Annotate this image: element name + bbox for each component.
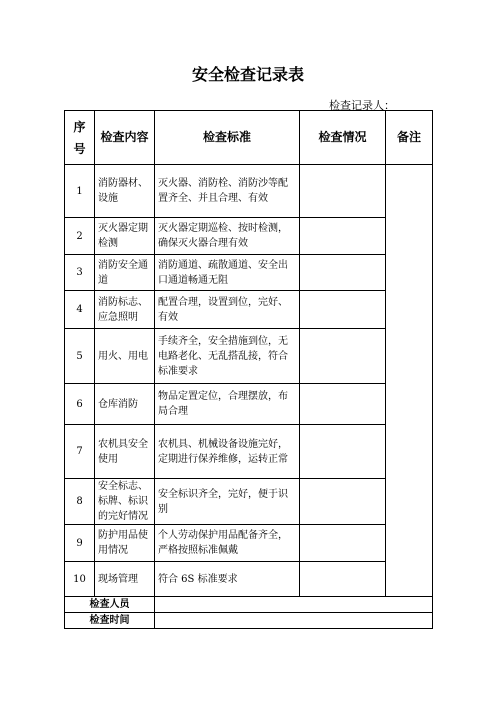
table-row xyxy=(65,479,433,525)
header-standard: 检查标准 xyxy=(155,111,300,165)
table-row xyxy=(65,329,433,384)
table-row xyxy=(65,562,433,597)
page-title: 安全检查记录表 xyxy=(191,65,304,84)
row-number: 4 xyxy=(65,291,95,329)
header-note: 备注 xyxy=(386,111,433,165)
row-content: 农机具安全使用 xyxy=(95,425,155,479)
row-status-cell[interactable] xyxy=(300,562,386,597)
row-standard: 农机具、机械设备设施完好，定期进行保养维修，运转正常 xyxy=(155,425,300,479)
table-row xyxy=(65,425,433,479)
row-content: 消防标志、应急照明 xyxy=(95,291,155,329)
row-status-cell[interactable] xyxy=(300,425,386,479)
row-standard: 手续齐全，安全措施到位，无电路老化、无乱搭乱接，符合标准要求 xyxy=(155,329,300,384)
header-seq-bottom: 号 xyxy=(73,141,86,156)
row-status-cell[interactable] xyxy=(300,525,386,562)
row-number: 8 xyxy=(65,479,95,525)
inspector-field[interactable] xyxy=(155,597,433,613)
table-row xyxy=(65,255,433,291)
row-standard: 灭火器、消防栓、消防沙等配置齐全、并且合理、有效 xyxy=(155,165,300,218)
header-row xyxy=(65,111,433,165)
header-seq xyxy=(65,111,95,165)
recorder-label: 检查记录人： xyxy=(329,99,395,112)
row-content: 消防安全通道 xyxy=(95,255,155,291)
row-number: 6 xyxy=(65,384,95,425)
row-status-cell[interactable] xyxy=(300,218,386,255)
row-status-cell[interactable] xyxy=(300,165,386,218)
table-row xyxy=(65,165,433,218)
row-standard: 配置合理，设置到位，完好、有效 xyxy=(155,291,300,329)
row-content: 灭火器定期检测 xyxy=(95,218,155,255)
row-status-cell[interactable] xyxy=(300,384,386,425)
row-standard: 灭火器定期巡检、按时检测，确保灭火器合理有效 xyxy=(155,218,300,255)
row-standard: 个人劳动保护用品配备齐全，严格按照标准佩戴 xyxy=(155,525,300,562)
row-content: 防护用品使用情况 xyxy=(95,525,155,562)
row-content: 现场管理 xyxy=(95,562,155,597)
row-number: 5 xyxy=(65,329,95,384)
table-row xyxy=(65,291,433,329)
note-cell[interactable] xyxy=(386,165,433,597)
time-row xyxy=(65,613,433,629)
inspector-label: 检查人员 xyxy=(65,597,155,613)
header-content: 检查内容 xyxy=(95,111,155,165)
time-field[interactable] xyxy=(155,613,433,629)
time-label: 检查时间 xyxy=(65,613,155,629)
row-number: 2 xyxy=(65,218,95,255)
row-content: 仓库消防 xyxy=(95,384,155,425)
row-status-cell[interactable] xyxy=(300,329,386,384)
header-status: 检查情况 xyxy=(300,111,386,165)
row-status-cell[interactable] xyxy=(300,291,386,329)
row-content: 消防器材、设施 xyxy=(95,165,155,218)
row-number: 3 xyxy=(65,255,95,291)
row-standard: 消防通道、疏散通道、安全出口通道畅通无阻 xyxy=(155,255,300,291)
row-number: 10 xyxy=(65,562,95,597)
table-row xyxy=(65,384,433,425)
row-number: 9 xyxy=(65,525,95,562)
row-content: 用火、用电 xyxy=(95,329,155,384)
row-status-cell[interactable] xyxy=(300,479,386,525)
table-row xyxy=(65,218,433,255)
row-content: 安全标志、标牌、标识的完好情况 xyxy=(95,479,155,525)
inspection-table xyxy=(64,110,433,629)
row-standard: 符合 6S 标准要求 xyxy=(155,562,300,597)
row-status-cell[interactable] xyxy=(300,255,386,291)
row-number: 1 xyxy=(65,165,95,218)
row-standard: 物品定置定位，合理摆放，布局合理 xyxy=(155,384,300,425)
row-standard: 安全标识齐全，完好，便于识别 xyxy=(155,479,300,525)
header-seq-top: 序 xyxy=(73,119,86,134)
inspector-row xyxy=(65,597,433,613)
table-row xyxy=(65,525,433,562)
row-number: 7 xyxy=(65,425,95,479)
